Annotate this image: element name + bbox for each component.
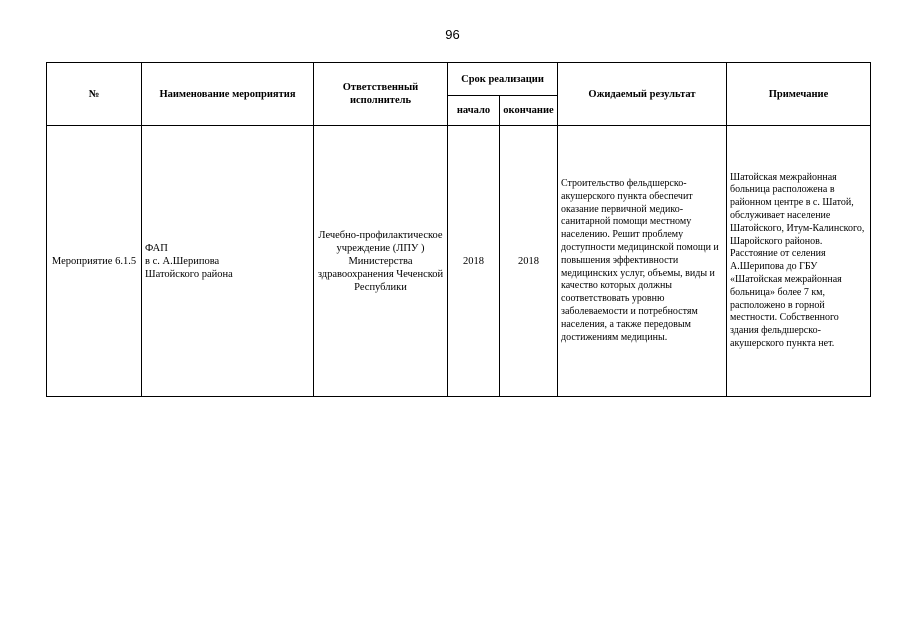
header-responsible: Ответственный исполнитель bbox=[314, 63, 448, 126]
page-number: 96 bbox=[445, 27, 460, 42]
header-result: Ожидаемый результат bbox=[558, 63, 727, 126]
cell-name-line2: в с. А.Шерипова bbox=[145, 255, 220, 267]
header-term: Срок реализации bbox=[448, 63, 558, 96]
cell-name bbox=[142, 126, 314, 397]
cell-name-line3: Шатойского района bbox=[145, 268, 233, 280]
table-row bbox=[47, 126, 871, 397]
header-name: Наименование мероприятия bbox=[142, 63, 314, 126]
cell-start: 2018 bbox=[448, 126, 500, 397]
cell-name-line1: ФАП bbox=[145, 242, 168, 254]
cell-result: Строительство фельдшерско-акушерского пункта обеспечит оказание первичной медико-санитарной помощи местному населению. Решит проблему доступности медицинской помощи и повышения эффективности медицинских услуг, объемы, виды и качество которых должны соответствовать уровню заболеваемости и потребностям населения, а также передовым достижениям медицины. bbox=[558, 126, 727, 397]
activity-table bbox=[46, 62, 871, 397]
cell-note: Шатойская межрайонная больница расположена в районном центре в с. Шатой, обслуживает население Шатойского, Итум-Калинского, Шаройского районов. Расстояние от селения А.Шерипова до ГБУ «Шатойская межрайонная больница» более 7 км, расположено в горной местности. Собственного здания фельдшерско-акушерского пункта нет. bbox=[727, 126, 871, 397]
header-note: Примечание bbox=[727, 63, 871, 126]
header-num: № bbox=[47, 63, 142, 126]
header-start: начало bbox=[448, 96, 500, 126]
header-end: окончание bbox=[500, 96, 558, 126]
header-row bbox=[47, 63, 871, 96]
cell-end: 2018 bbox=[500, 126, 558, 397]
cell-responsible: Лечебно-профилактическое учреждение (ЛПУ ) Министерства здравоохранения Чеченской Республики bbox=[314, 126, 448, 397]
cell-num: Мероприятие 6.1.5 bbox=[47, 126, 142, 397]
